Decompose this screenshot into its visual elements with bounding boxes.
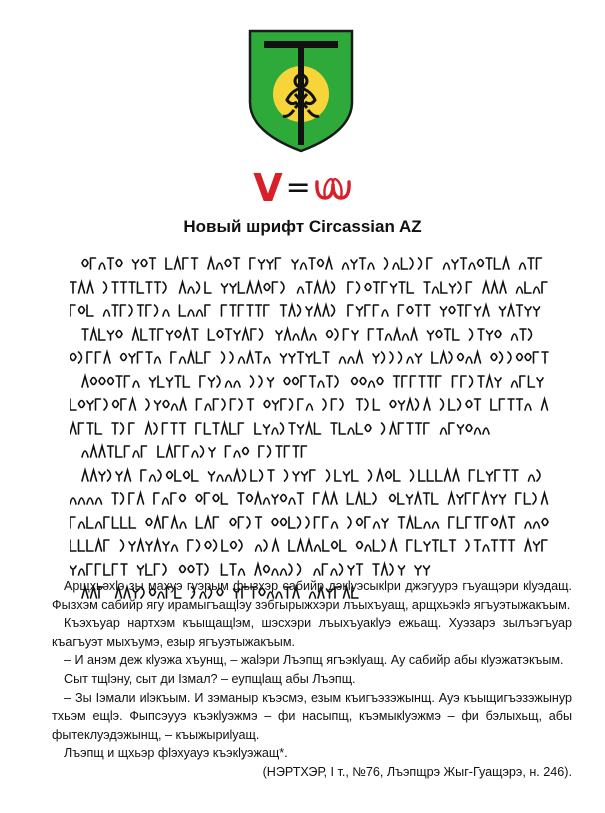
paragraph: – И анэм деж кlуэжа хъунщ, – жаlэри Лъэпщ ягъэкlуащ. Ау сабийр абы кlуэжатэкъым. xyxy=(64,653,564,668)
circassian-script-icon xyxy=(70,301,552,320)
circassian-script-icon xyxy=(70,442,322,461)
script-line xyxy=(70,395,570,414)
script-strokes xyxy=(70,282,547,293)
script-strokes xyxy=(70,423,489,434)
circassian-script-icon xyxy=(70,513,552,532)
script-line xyxy=(70,254,570,273)
script-strokes xyxy=(82,329,532,340)
script-line xyxy=(70,513,570,532)
script-strokes xyxy=(70,305,540,316)
script-line xyxy=(70,348,570,367)
page-title: Новый шрифт Circassian AZ xyxy=(183,217,422,236)
script-strokes xyxy=(70,540,547,551)
script-line xyxy=(70,442,570,461)
circassian-script-icon xyxy=(70,325,552,344)
circassian-script-icon xyxy=(70,348,552,367)
glyph-formula xyxy=(0,168,605,208)
coat-of-arms xyxy=(247,28,355,154)
circassian-script-icon xyxy=(70,372,552,391)
paragraph: Сыт тщlэну, сыт ди Ізмал? – еупщlащ абы Лъэпщ. xyxy=(64,671,356,686)
latin-letter-v: V xyxy=(253,166,283,210)
script-strokes xyxy=(82,470,540,481)
circassian-script-icon xyxy=(70,254,552,273)
paragraph: Лъэпщ и щхьэр фlэхуауэ къэкlуэжащ*. xyxy=(64,746,288,761)
source-citation: (НЭРТХЭР, I т., №76, Лъэпщрэ Жыг-Гуащэрэ, н. 246). xyxy=(262,764,572,779)
script-strokes xyxy=(82,446,307,457)
circassian-script-icon xyxy=(70,466,552,485)
paragraph: Къэхъуар нартхэм къыщащlэм, шэсхэри лъыхъуакlуэ ежьащ. Хуэзарэ зылъэгъуар къагъуэт мыхъумэ, езыр ягъуэтыжакъым. xyxy=(52,616,572,649)
circassian-glyph-icon xyxy=(314,173,352,203)
script-line xyxy=(70,372,570,391)
script-line xyxy=(70,489,570,508)
script-strokes xyxy=(70,352,548,363)
script-strokes xyxy=(82,376,543,387)
script-line xyxy=(70,560,570,579)
circassian-script-icon xyxy=(70,395,552,414)
script-line xyxy=(70,278,570,297)
equals-sign: = xyxy=(285,170,311,205)
script-line xyxy=(70,301,570,320)
script-line xyxy=(70,536,570,555)
cyrillic-text xyxy=(52,577,572,782)
script-line xyxy=(70,325,570,344)
paragraph: – Зы Іэмали иlэкъым. И зэманыр къэсмэ, езым къигъэзэжынщ. Ауэ къыщигъэзэжынур тхьэм ещlэ. Фыпсэууэ къэкlуэжмэ – фи насыпщ, къэмыкlуэжмэ – фи бэлыхьщ, абы фытеклуэдэжынщ, – къыжыриlуащ. xyxy=(52,690,572,742)
script-strokes xyxy=(70,493,548,504)
script-strokes xyxy=(70,564,430,575)
circassian-script-icon xyxy=(70,560,440,579)
coat-of-arms-icon xyxy=(247,28,355,154)
circassian-script-icon xyxy=(70,489,552,508)
script-strokes xyxy=(70,399,548,410)
circassian-script-text xyxy=(70,254,570,607)
paragraph: Арщхьэхlэ зы махуэ гуэрым фызхэр сабийр дэкlуэсыкlри джэгуурэ гъуащэри кlуэдащ. Фызхэм сабийр ягу ирамыгъащlэу зэбгырыжхэри лъыхъуащ, арщхьэкlэ ягъуэтыжакъым. xyxy=(52,579,572,612)
circassian-script-icon xyxy=(70,278,552,297)
circassian-script-icon xyxy=(70,536,552,555)
script-line xyxy=(70,466,570,485)
script-strokes xyxy=(70,517,548,528)
script-line xyxy=(70,419,570,438)
script-strokes xyxy=(82,258,542,269)
circassian-script-icon xyxy=(70,419,500,438)
